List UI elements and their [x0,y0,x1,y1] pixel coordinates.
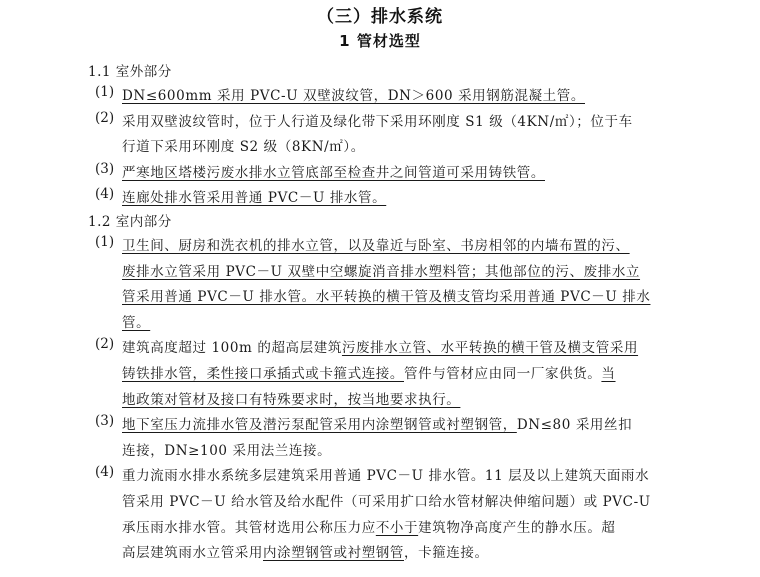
list-item-line [122,135,365,155]
list-item-line [122,161,545,181]
page-subtitle: 1 管材选型 [339,32,421,50]
text: 建筑物净高度产生的静水压。超 [418,519,616,536]
underlined-text: 管采用普通 PVC－U 排水管。水平转换的横干管及横支管均采用普通 PVC－U 排水 [122,289,651,306]
item-number: (3) [95,160,115,177]
list-item-line [122,388,460,408]
item-number: (3) [95,413,115,430]
underlined-text: 废排水立管采用 PVC－U 双壁中空螺旋消音排水塑料管；其他部位的污、废排水立 [122,263,641,280]
list-item-line [122,541,489,561]
page-title: （三）排水系统 [317,7,443,27]
item-number: (4) [95,464,115,481]
item-number: (2) [95,336,115,353]
text: 行道下采用环刚度 S2 级（8KN/㎡）。 [122,139,365,156]
underlined-text: 地下室压力流排水管及潜污泵配管采用内涂塑钢管或衬塑钢管， [122,417,517,434]
text: 建筑高度超过 100m 的超高层建筑 [122,340,342,357]
underlined-text: 卫生间、厨房和洗衣机的排水立管，以及靠近与卧室、书房相邻的内墙布置的污、 [122,238,630,254]
list-item-line [122,285,650,305]
list-item-line [122,464,649,484]
text: 连接，DN≥100 采用法兰连接。 [122,442,332,459]
underlined-text: 地政策对管材及接口有特殊要求时，按当地要求执行。 [122,391,461,408]
list-item-line [122,490,651,510]
text: DN≤80 采用丝扣 [516,417,633,434]
underlined-text: 铸铁排水管，柔性接口承插式或卡箍式连接。 [122,366,404,382]
list-item-line [122,186,386,206]
item-number: (1) [95,84,115,100]
list-item-line [122,439,331,459]
section-heading: 1.2 室内部分 [88,214,172,230]
list-item-line [122,311,150,331]
underlined-text: 连廊处排水管采用普通 PVC－U 排水管。 [122,190,387,207]
text: 承压雨水排水管。其管材选用公称压力应 [122,519,376,536]
text: 采用双壁波纹管时，位于人行道及绿化带下采用环刚度 S1 级（4KN/㎡）；位于车 [122,113,633,130]
list-item-line [122,516,616,536]
list-item-line [122,260,640,280]
list-item-line [122,413,632,433]
list-item-line [122,84,585,104]
text: ，卡箍连接。 [404,545,489,562]
item-number: (4) [95,186,115,203]
list-item-line [122,362,616,382]
list-item-line [122,234,630,254]
list-item-line [122,110,633,130]
underlined-text: 当 [601,366,616,382]
underlined-text: 不小于 [375,519,419,536]
text: 重力流雨水排水系统多层建筑采用普通 PVC－U 排水管。11 层及以上建筑天面雨水 [122,468,650,485]
item-number: (1) [95,234,115,250]
underlined-text: 污废排水立管、水平转换的横干管及横支管采用 [341,340,639,357]
underlined-text: DN≤600mm 采用 PVC-U 双壁波纹管，DN＞600 采用钢筋混凝土管。 [122,88,585,104]
text: 高层建筑雨水立管采用 [122,545,263,562]
text: 管采用 PVC－U 给水管及给水配件（可采用扩口给水管材解决伸缩问题）或 PVC-U [122,494,651,510]
underlined-text: 内涂塑钢管或衬塑钢管 [263,545,404,562]
item-number: (2) [95,109,115,126]
list-item-line [122,336,638,356]
underlined-text: 严寒地区塔楼污废水排水立管底部至检查井之间管道可采用铸铁管。 [122,164,545,181]
section-heading: 1.1 室外部分 [88,64,172,80]
underlined-text: 管。 [122,314,151,331]
text: 管件与管材应由同一厂家供货。 [404,366,602,382]
